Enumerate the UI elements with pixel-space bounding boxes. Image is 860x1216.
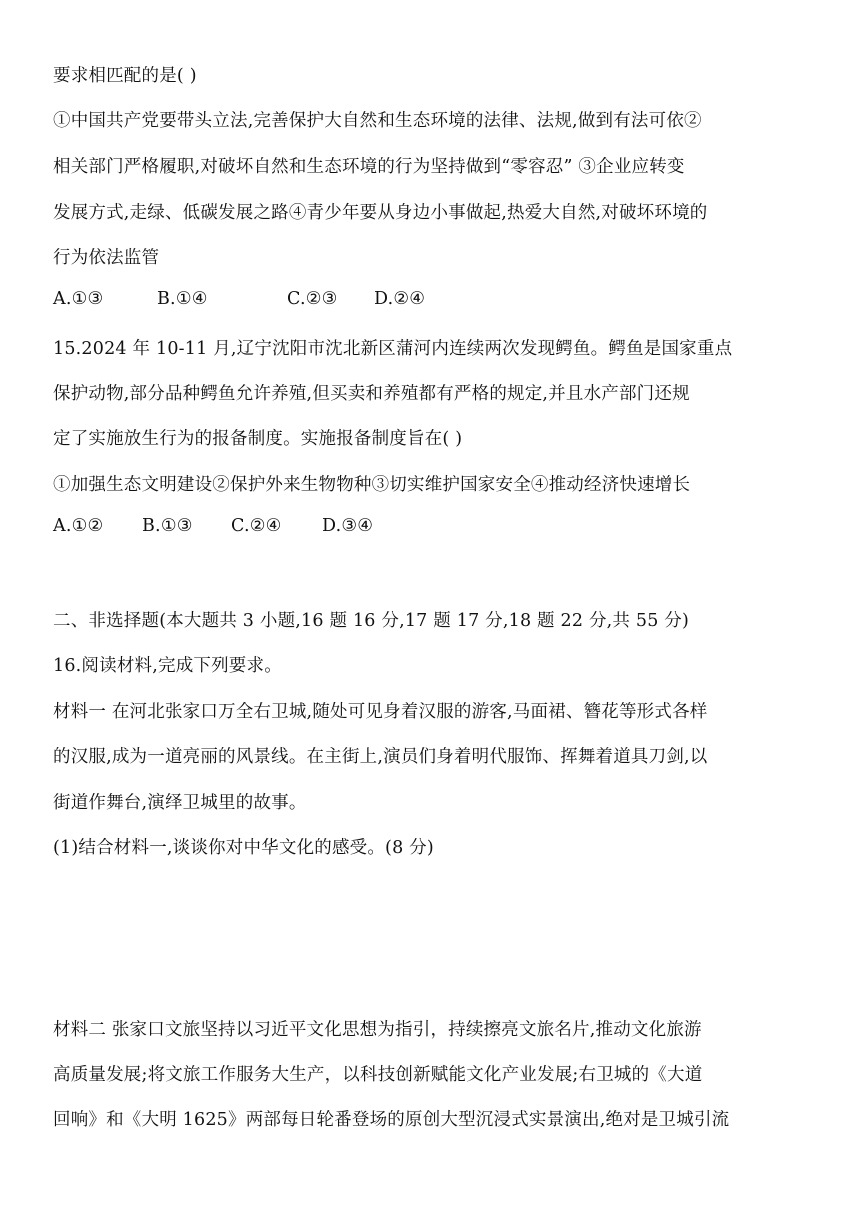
material-one-line-2: 的汉服,成为一道亮丽的风景线。在主街上,演员们身着明代服饰、挥舞着道具刀剑,以 (53, 747, 708, 767)
q15-options (53, 516, 813, 536)
q14-options (53, 289, 813, 309)
q14-statement-line-3: 发展方式,走绿、低碳发展之路④青少年要从身边小事做起,热爱大自然,对破坏环境的 (53, 203, 708, 223)
q15-option-d[interactable]: D.③④ (322, 516, 374, 536)
q15-stem-line-1: 15.2024 年 10-11 月,辽宁沈阳市沈北新区蒲河内连续两次发现鳄鱼。鳄鱼是国家重点 (53, 339, 733, 359)
q15-stem-line-3: 定了实施放生行为的报备制度。实施报备制度旨在( ) (53, 429, 463, 449)
material-one-line-1: 材料一 在河北张家口万全右卫城,随处可见身着汉服的游客,马面裙、簪花等形式各样 (53, 702, 708, 722)
q15-option-b[interactable]: B.①③ (142, 516, 193, 536)
material-two-line-3: 回响》和《大明 1625》两部每日轮番登场的原创大型沉浸式实景演出,绝对是卫城引流 (53, 1110, 730, 1130)
q14-option-a[interactable]: A.①③ (53, 289, 104, 309)
q14-statement-line-2: 相关部门严格履职,对破坏自然和生态环境的行为坚持做到“零容忍” ③企业应转变 (53, 157, 685, 177)
q14-statement-line-4: 行为依法监管 (53, 248, 160, 268)
q15-option-a[interactable]: A.①② (53, 516, 104, 536)
material-two-line-2: 高质量发展;将文旅工作服务大生产，以科技创新赋能文化产业发展;右卫城的《大道 (53, 1065, 703, 1085)
q14-option-d[interactable]: D.②④ (374, 289, 426, 309)
material-two-line-1: 材料二 张家口文旅坚持以习近平文化思想为指引，持续擦亮文旅名片,推动文化旅游 (53, 1020, 702, 1040)
q15-stem-line-2: 保护动物,部分品种鳄鱼允许养殖,但买卖和养殖都有严格的规定,并且水产部门还规 (53, 384, 690, 404)
section-two-heading: 二、非选择题(本大题共 3 小题,16 题 16 分,17 题 17 分,18 题 22 分,共 55 分) (53, 611, 690, 631)
q16-stem: 16.阅读材料,完成下列要求。 (53, 656, 282, 676)
q14-option-b[interactable]: B.①④ (157, 289, 208, 309)
q14-stem-end: 要求相匹配的是( ) (53, 66, 197, 86)
q15-statements: ①加强生态文明建设②保护外来生物物种③切实维护国家安全④推动经济快速增长 (53, 475, 691, 495)
material-one-line-3: 街道作舞台,演绎卫城里的故事。 (53, 793, 307, 813)
q16-subquestion-1: (1)结合材料一,谈谈你对中华文化的感受。(8 分) (53, 838, 434, 858)
q15-option-c[interactable]: C.②④ (231, 516, 282, 536)
q14-statement-line-1: ①中国共产党要带头立法,完善保护大自然和生态环境的法律、法规,做到有法可依② (53, 111, 702, 131)
q14-option-c[interactable]: C.②③ (287, 289, 338, 309)
